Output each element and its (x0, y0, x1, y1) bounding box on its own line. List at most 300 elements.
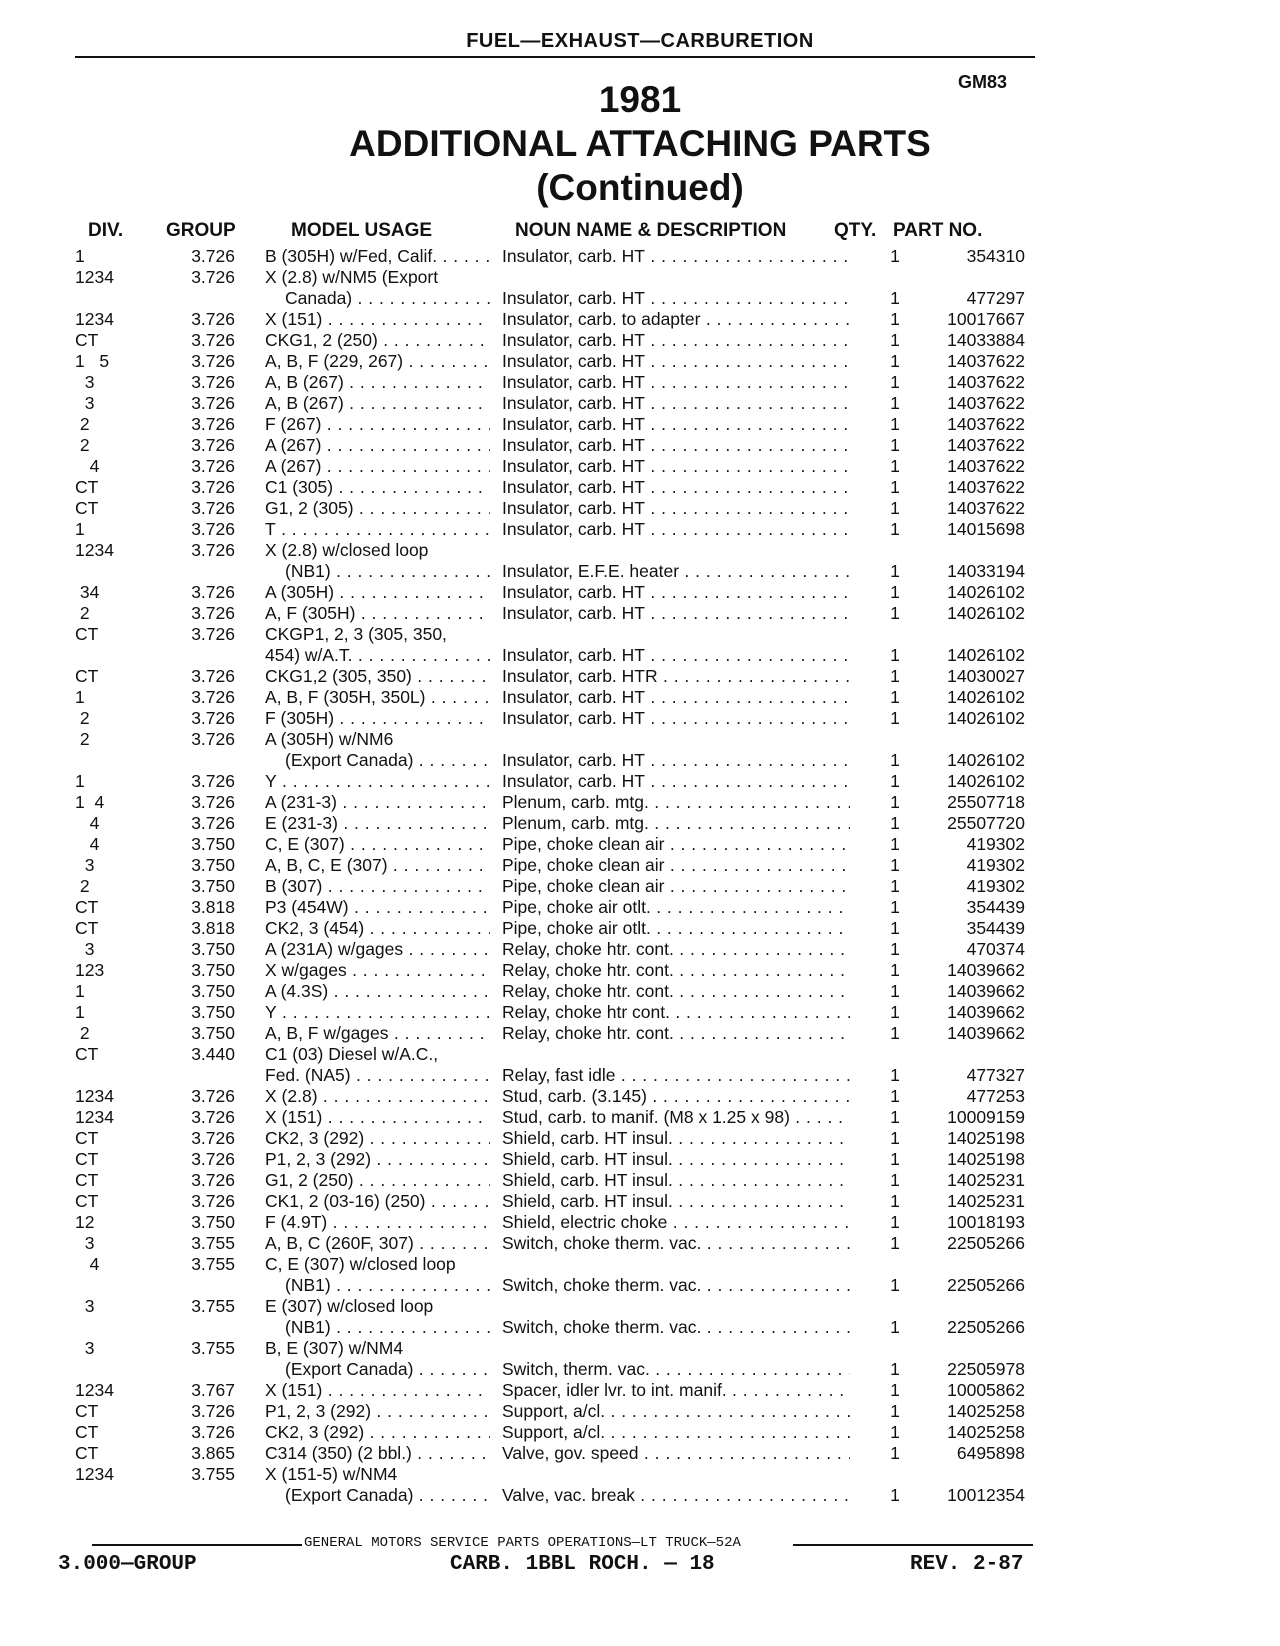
qty-cell: 1 (890, 939, 900, 959)
table-row (0, 330, 1280, 351)
table-row (0, 1149, 1280, 1170)
qty-cell: 1 (890, 456, 900, 476)
noun-name-cell: Relay, choke htr. cont. . . . (502, 981, 850, 1002)
group-cell: 3.726 (191, 330, 235, 350)
table-row (0, 1275, 1280, 1296)
noun-name-cell: Insulator, carb. HT . . . (502, 708, 850, 729)
model-usage-cell: B (307) . . . (265, 876, 490, 897)
footer-revision: REV. 2-87 (910, 1553, 1024, 1576)
model-usage-cell: T . . . (265, 519, 490, 540)
group-cell: 3.755 (191, 1296, 235, 1316)
footer-carb: CARB. 1BBL ROCH. — 18 (450, 1553, 715, 1576)
table-row (0, 1023, 1280, 1044)
qty-cell: 1 (890, 645, 900, 665)
table-row (0, 1002, 1280, 1023)
group-cell: 3.726 (191, 435, 235, 455)
qty-cell: 1 (890, 792, 900, 812)
qty-cell: 1 (890, 1233, 900, 1253)
noun-name-cell: Relay, choke htr cont. . . . (502, 1002, 850, 1023)
model-usage-cell: F (4.9T) . . . (265, 1212, 490, 1233)
qty-cell: 1 (890, 477, 900, 497)
model-usage-cell: A (267) . . . (265, 435, 490, 456)
div-cell: CT (75, 1191, 99, 1211)
header-part-no: PART NO. (893, 220, 983, 241)
model-usage-cell: C, E (307) w/closed loop (265, 1254, 456, 1274)
qty-cell: 1 (890, 750, 900, 770)
model-usage-cell: C1 (305) . . . (265, 477, 490, 498)
div-cell: CT (75, 1044, 99, 1064)
noun-name-cell: Switch, choke therm. vac. . . . (502, 1233, 850, 1254)
noun-name-cell: Pipe, choke air otlt. . . . (502, 918, 850, 939)
group-cell: 3.726 (191, 267, 235, 287)
table-header (0, 220, 1280, 246)
table-row (0, 1170, 1280, 1191)
qty-cell: 1 (890, 435, 900, 455)
qty-cell: 1 (890, 834, 900, 854)
div-cell: 3 (75, 1338, 95, 1358)
table-row (0, 603, 1280, 624)
noun-name-cell: Shield, electric choke . . . (502, 1212, 850, 1233)
group-cell: 3.726 (191, 456, 235, 476)
qty-cell: 1 (890, 771, 900, 791)
qty-cell: 1 (890, 897, 900, 917)
group-cell: 3.726 (191, 603, 235, 623)
div-cell: 1234 (75, 309, 114, 329)
table-row (0, 540, 1280, 561)
part-no-cell: 25507718 (947, 792, 1025, 812)
group-cell: 3.755 (191, 1464, 235, 1484)
group-cell: 3.726 (191, 498, 235, 518)
header-model-usage: MODEL USAGE (291, 220, 433, 241)
noun-name-cell: Insulator, carb. HT . . . (502, 603, 850, 624)
group-cell: 3.726 (191, 309, 235, 329)
table-row (0, 1044, 1280, 1065)
qty-cell: 1 (890, 1485, 900, 1505)
table-row (0, 435, 1280, 456)
noun-name-cell: Insulator, carb. HT . . . (502, 477, 850, 498)
model-usage-cell: F (305H) . . . (265, 708, 490, 729)
part-no-cell: 14025258 (947, 1401, 1025, 1421)
div-cell: 1 (75, 1002, 85, 1022)
group-cell: 3.726 (191, 708, 235, 728)
part-no-cell: 22505978 (947, 1359, 1025, 1379)
part-no-cell: 10012354 (947, 1485, 1025, 1505)
group-cell: 3.750 (191, 1023, 235, 1043)
part-no-cell: 10018193 (947, 1212, 1025, 1232)
qty-cell: 1 (890, 1065, 900, 1085)
noun-name-cell: Relay, fast idle . . . (502, 1065, 850, 1086)
top-rule (75, 56, 1035, 58)
table-row (0, 1254, 1280, 1275)
group-cell: 3.755 (191, 1254, 235, 1274)
table-row (0, 666, 1280, 687)
model-usage-cell: (Export Canada) . . . (285, 1359, 490, 1380)
part-no-cell: 14026102 (947, 603, 1025, 623)
qty-cell: 1 (890, 1107, 900, 1127)
div-cell: 2 (75, 414, 90, 434)
model-usage-cell: (Export Canada) . . . (285, 750, 490, 771)
part-no-cell: 22505266 (947, 1317, 1025, 1337)
group-cell: 3.726 (191, 246, 235, 266)
title-sub: (Continued) (536, 167, 744, 208)
model-usage-cell: CKG1,2 (305, 350) . . . (265, 666, 490, 687)
part-no-cell: 14037622 (947, 435, 1025, 455)
table-row (0, 582, 1280, 603)
div-cell: 1 (75, 246, 85, 266)
group-cell: 3.750 (191, 981, 235, 1001)
part-no-cell: 14037622 (947, 414, 1025, 434)
table-row (0, 1065, 1280, 1086)
model-usage-cell: CK2, 3 (292) . . . (265, 1128, 490, 1149)
table-row (0, 1338, 1280, 1359)
part-no-cell: 14033884 (947, 330, 1025, 350)
qty-cell: 1 (890, 1380, 900, 1400)
part-no-cell: 14026102 (947, 582, 1025, 602)
part-no-cell: 6495898 (956, 1443, 1025, 1463)
part-no-cell: 14015698 (947, 519, 1025, 539)
part-no-cell: 477327 (966, 1065, 1025, 1085)
table-row (0, 771, 1280, 792)
div-cell: CT (75, 666, 99, 686)
table-row (0, 834, 1280, 855)
model-usage-cell: A (305H) w/NM6 (265, 729, 394, 749)
part-no-cell: 14033194 (947, 561, 1025, 581)
part-no-cell: 470374 (966, 939, 1025, 959)
div-cell: 4 (75, 834, 100, 854)
noun-name-cell: Insulator, carb. HT . . . (502, 288, 850, 309)
header-noun-name: NOUN NAME & DESCRIPTION (515, 220, 787, 241)
table-row (0, 456, 1280, 477)
noun-name-cell: Insulator, carb. HT . . . (502, 351, 850, 372)
div-cell: CT (75, 1401, 99, 1421)
noun-name-cell: Relay, choke htr. cont. . . . (502, 939, 850, 960)
group-cell: 3.726 (191, 666, 235, 686)
div-cell: 1234 (75, 267, 114, 287)
noun-name-cell: Stud, carb. to manif. (M8 x 1.25 x 98) . . . (502, 1107, 850, 1128)
qty-cell: 1 (890, 1422, 900, 1442)
model-usage-cell: A (231-3) . . . (265, 792, 490, 813)
div-cell: 1234 (75, 1086, 114, 1106)
model-usage-cell: 454) w/A.T. . . . (265, 645, 490, 666)
table-row (0, 351, 1280, 372)
part-no-cell: 14039662 (947, 1023, 1025, 1043)
qty-cell: 1 (890, 498, 900, 518)
group-cell: 3.750 (191, 1002, 235, 1022)
model-usage-cell: CK2, 3 (292) . . . (265, 1422, 490, 1443)
header-div: DIV. (88, 220, 124, 241)
div-cell: 3 (75, 939, 95, 959)
qty-cell: 1 (890, 1170, 900, 1190)
table-row (0, 729, 1280, 750)
div-cell: 1 (75, 981, 85, 1001)
header-group: GROUP (166, 220, 236, 241)
qty-cell: 1 (890, 1317, 900, 1337)
qty-cell: 1 (890, 246, 900, 266)
qty-cell: 1 (890, 1128, 900, 1148)
div-cell: 123 (75, 960, 105, 980)
footer-operations-text: GENERAL MOTORS SERVICE PARTS OPERATIONS—LT TRUCK—52A (304, 1535, 741, 1551)
group-cell: 3.726 (191, 582, 235, 602)
noun-name-cell: Insulator, carb. HT . . . (502, 582, 850, 603)
noun-name-cell: Insulator, carb. HT . . . (502, 246, 850, 267)
div-cell: CT (75, 1422, 99, 1442)
part-no-cell: 354439 (966, 918, 1025, 938)
model-usage-cell: A, B, F (229, 267) . . . (265, 351, 490, 372)
table-row (0, 561, 1280, 582)
noun-name-cell: Insulator, carb. HT . . . (502, 372, 850, 393)
qty-cell: 1 (890, 855, 900, 875)
noun-name-cell: Switch, choke therm. vac. . . . (502, 1275, 850, 1296)
qty-cell: 1 (890, 1086, 900, 1106)
noun-name-cell: Shield, carb. HT insul. . . . (502, 1191, 850, 1212)
qty-cell: 1 (890, 1443, 900, 1463)
div-cell: 12 (75, 1212, 95, 1232)
div-cell: CT (75, 624, 99, 644)
qty-cell: 1 (890, 1212, 900, 1232)
model-usage-cell: P1, 2, 3 (292) . . . (265, 1401, 490, 1422)
model-usage-cell: (Export Canada) . . . (285, 1485, 490, 1506)
group-cell: 3.767 (191, 1380, 235, 1400)
qty-cell: 1 (890, 981, 900, 1001)
model-usage-cell: A, B, C, E (307) . . . (265, 855, 490, 876)
div-cell: 4 (75, 456, 100, 476)
div-cell: 1234 (75, 1380, 114, 1400)
noun-name-cell: Insulator, carb. HT . . . (502, 456, 850, 477)
qty-cell: 1 (890, 582, 900, 602)
group-cell: 3.750 (191, 960, 235, 980)
model-usage-cell: C, E (307) . . . (265, 834, 490, 855)
part-no-cell: 14037622 (947, 372, 1025, 392)
part-no-cell: 14026102 (947, 687, 1025, 707)
model-usage-cell: E (231-3) . . . (265, 813, 490, 834)
qty-cell: 1 (890, 603, 900, 623)
noun-name-cell: Insulator, carb. to adapter . . . (502, 309, 850, 330)
div-cell: 1 5 (75, 351, 110, 371)
div-cell: 1 (75, 519, 85, 539)
model-usage-cell: X (2.8) w/NM5 (Export (265, 267, 439, 287)
qty-cell: 1 (890, 561, 900, 581)
header-qty: QTY. (834, 220, 877, 241)
table-row (0, 1212, 1280, 1233)
qty-cell: 1 (890, 813, 900, 833)
model-usage-cell: CK1, 2 (03-16) (250) . . . (265, 1191, 490, 1212)
group-cell: 3.755 (191, 1338, 235, 1358)
div-cell: 3 (75, 372, 95, 392)
table-row (0, 1086, 1280, 1107)
part-no-cell: 14037622 (947, 393, 1025, 413)
group-cell: 3.726 (191, 351, 235, 371)
table-row (0, 813, 1280, 834)
noun-name-cell: Shield, carb. HT insul. . . . (502, 1170, 850, 1191)
group-cell: 3.726 (191, 792, 235, 812)
group-cell: 3.726 (191, 1086, 235, 1106)
part-no-cell: 14025231 (947, 1191, 1025, 1211)
qty-cell: 1 (890, 1002, 900, 1022)
model-usage-cell: CKG1, 2 (250) . . . (265, 330, 490, 351)
footer-rule (0, 1534, 1280, 1554)
noun-name-cell: Plenum, carb. mtg. . . . (502, 813, 850, 834)
div-cell: CT (75, 477, 99, 497)
div-cell: 2 (75, 603, 90, 623)
model-usage-cell: C1 (03) Diesel w/A.C., (265, 1044, 439, 1064)
model-usage-cell: X (151) . . . (265, 1380, 490, 1401)
model-usage-cell: E (307) w/closed loop (265, 1296, 434, 1316)
part-no-cell: 419302 (966, 855, 1025, 875)
table-row (0, 1191, 1280, 1212)
table-row (0, 1422, 1280, 1443)
div-cell: 3 (75, 1233, 95, 1253)
table-row (0, 918, 1280, 939)
group-cell: 3.726 (191, 1128, 235, 1148)
table-row (0, 855, 1280, 876)
table-row (0, 267, 1280, 288)
qty-cell: 1 (890, 960, 900, 980)
qty-cell: 1 (890, 351, 900, 371)
table-row (0, 645, 1280, 666)
noun-name-cell: Insulator, carb. HT . . . (502, 645, 850, 666)
noun-name-cell: Insulator, carb. HT . . . (502, 414, 850, 435)
model-usage-cell: A, B, F (305H, 350L) . . . (265, 687, 490, 708)
part-no-cell: 22505266 (947, 1233, 1025, 1253)
div-cell: 2 (75, 729, 90, 749)
noun-name-cell: Shield, carb. HT insul. . . . (502, 1149, 850, 1170)
qty-cell: 1 (890, 708, 900, 728)
part-no-cell: 14025258 (947, 1422, 1025, 1442)
div-cell: CT (75, 1170, 99, 1190)
noun-name-cell: Plenum, carb. mtg. . . . (502, 792, 850, 813)
title-main: ADDITIONAL ATTACHING PARTS (349, 123, 931, 164)
table-row (0, 1128, 1280, 1149)
qty-cell: 1 (890, 1191, 900, 1211)
qty-cell: 1 (890, 1401, 900, 1421)
div-cell: 1234 (75, 540, 114, 560)
model-usage-cell: (NB1) . . . (285, 561, 490, 582)
group-cell: 3.726 (191, 1401, 235, 1421)
part-no-cell: 477297 (966, 288, 1025, 308)
table-row (0, 246, 1280, 267)
noun-name-cell: Pipe, choke clean air . . . (502, 834, 850, 855)
group-cell: 3.750 (191, 855, 235, 875)
model-usage-cell: X w/gages . . . (265, 960, 490, 981)
part-no-cell: 354439 (966, 897, 1025, 917)
section-heading: FUEL—EXHAUST—CARBURETION (466, 30, 814, 52)
group-cell: 3.726 (191, 414, 235, 434)
table-row (0, 372, 1280, 393)
part-no-cell: 354310 (966, 246, 1025, 266)
group-cell: 3.818 (191, 918, 235, 938)
part-no-cell: 14026102 (947, 645, 1025, 665)
group-cell: 3.726 (191, 1107, 235, 1127)
model-usage-cell: CK2, 3 (454) . . . (265, 918, 490, 939)
part-no-cell: 14037622 (947, 477, 1025, 497)
table-row (0, 414, 1280, 435)
div-cell: 4 (75, 813, 100, 833)
group-cell: 3.750 (191, 876, 235, 896)
group-cell: 3.726 (191, 1170, 235, 1190)
group-cell: 3.726 (191, 813, 235, 833)
part-no-cell: 419302 (966, 834, 1025, 854)
noun-name-cell: Relay, choke htr. cont. . . . (502, 960, 850, 981)
part-no-cell: 477253 (966, 1086, 1025, 1106)
table-row (0, 393, 1280, 414)
table-row (0, 1485, 1280, 1506)
table-row (0, 876, 1280, 897)
noun-name-cell: Insulator, carb. HTR . . . (502, 666, 850, 687)
group-cell: 3.750 (191, 834, 235, 854)
div-cell: 3 (75, 393, 95, 413)
div-cell: 4 (75, 1254, 100, 1274)
model-usage-cell: Canada) . . . (285, 288, 490, 309)
part-no-cell: 10009159 (947, 1107, 1025, 1127)
qty-cell: 1 (890, 1023, 900, 1043)
table-row (0, 1233, 1280, 1254)
div-cell: CT (75, 1149, 99, 1169)
model-usage-cell: G1, 2 (250) . . . (265, 1170, 490, 1191)
doc-code: GM83 (958, 72, 1008, 92)
div-cell: 1234 (75, 1107, 114, 1127)
noun-name-cell: Valve, vac. break . . . (502, 1485, 850, 1506)
table-row (0, 939, 1280, 960)
noun-name-cell: Support, a/cl. . . . (502, 1422, 850, 1443)
group-cell: 3.440 (191, 1044, 235, 1064)
part-no-cell: 14026102 (947, 750, 1025, 770)
qty-cell: 1 (890, 1149, 900, 1169)
part-no-cell: 14039662 (947, 960, 1025, 980)
part-no-cell: 14037622 (947, 498, 1025, 518)
group-cell: 3.726 (191, 372, 235, 392)
model-usage-cell: B, E (307) w/NM4 (265, 1338, 404, 1358)
div-cell: 1234 (75, 1464, 114, 1484)
noun-name-cell: Shield, carb. HT insul. . . . (502, 1128, 850, 1149)
part-no-cell: 14026102 (947, 771, 1025, 791)
div-cell: 3 (75, 1296, 95, 1316)
table-row (0, 750, 1280, 771)
qty-cell: 1 (890, 414, 900, 434)
model-usage-cell: X (2.8) . . . (265, 1086, 490, 1107)
model-usage-cell: P1, 2, 3 (292) . . . (265, 1149, 490, 1170)
table-row (0, 498, 1280, 519)
group-cell: 3.726 (191, 1422, 235, 1442)
group-cell: 3.726 (191, 1191, 235, 1211)
model-usage-cell: A, B (267) . . . (265, 393, 490, 414)
part-no-cell: 25507720 (947, 813, 1025, 833)
title-year: 1981 (598, 79, 682, 120)
group-cell: 3.750 (191, 1212, 235, 1232)
model-usage-cell: F (267) . . . (265, 414, 490, 435)
model-usage-cell: Y . . . (265, 771, 490, 792)
group-cell: 3.865 (191, 1443, 235, 1463)
table-row (0, 477, 1280, 498)
noun-name-cell: Insulator, carb. HT . . . (502, 435, 850, 456)
model-usage-cell: Y . . . (265, 1002, 490, 1023)
model-usage-cell: A (305H) . . . (265, 582, 490, 603)
qty-cell: 1 (890, 1275, 900, 1295)
div-cell: 2 (75, 708, 90, 728)
div-cell: 1 4 (75, 792, 105, 812)
qty-cell: 1 (890, 918, 900, 938)
part-no-cell: 10005862 (947, 1380, 1025, 1400)
table-row (0, 1401, 1280, 1422)
model-usage-cell: C314 (350) (2 bbl.) . . . (265, 1443, 490, 1464)
table-row (0, 288, 1280, 309)
model-usage-cell: X (2.8) w/closed loop (265, 540, 429, 560)
group-cell: 3.818 (191, 897, 235, 917)
footer-group: 3.000—GROUP (58, 1553, 197, 1576)
model-usage-cell: A (231A) w/gages . . . (265, 939, 490, 960)
div-cell: CT (75, 1128, 99, 1148)
table-row (0, 687, 1280, 708)
qty-cell: 1 (890, 393, 900, 413)
